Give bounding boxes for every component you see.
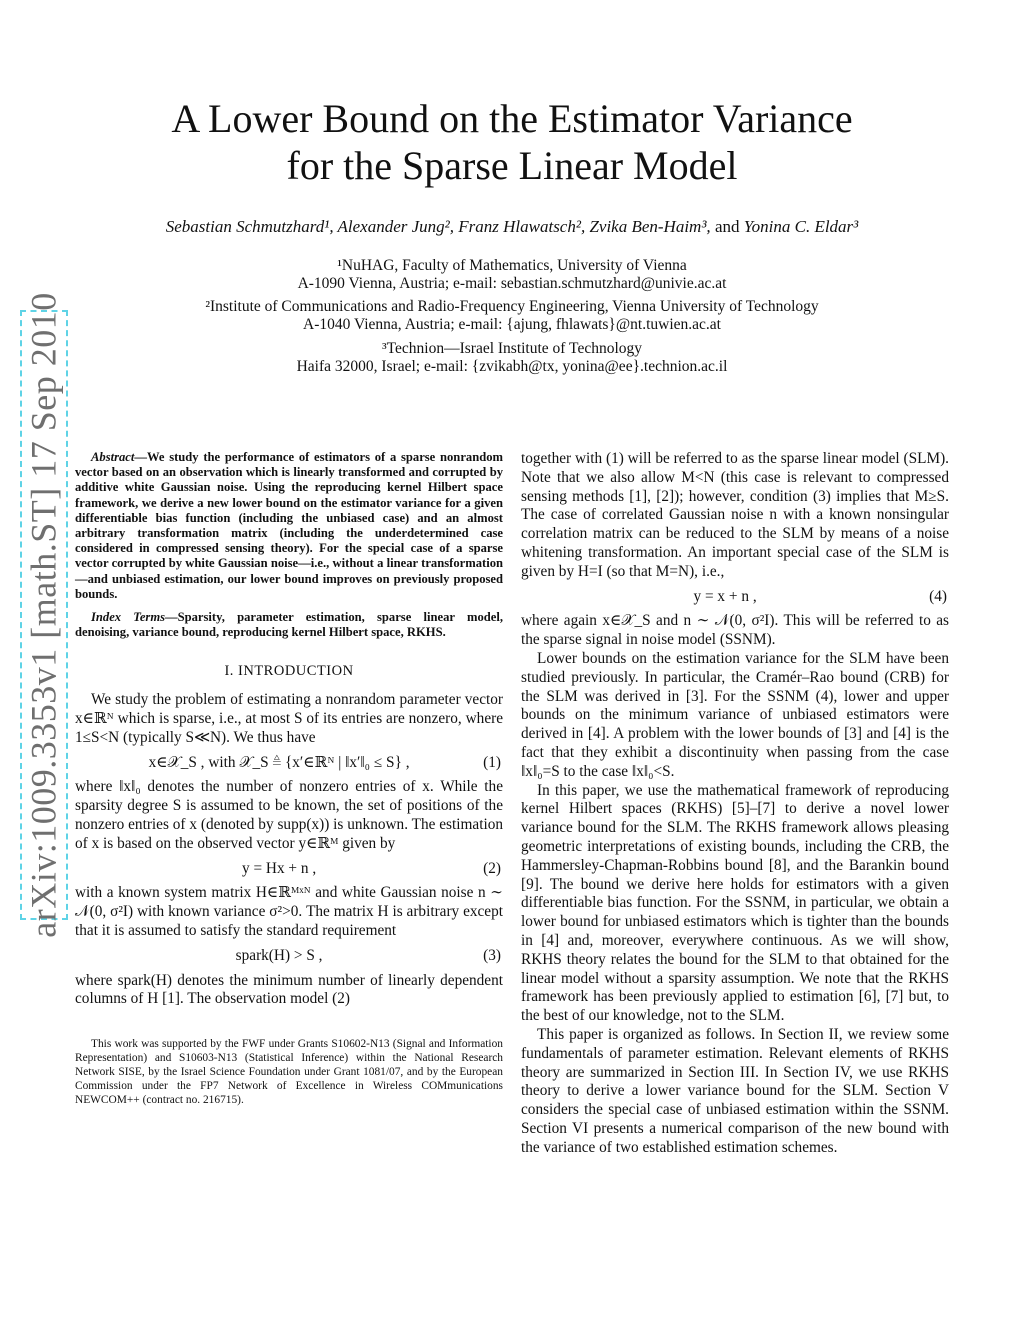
affiliation-2-line-2: A-1040 Vienna, Austria; e-mail: {ajung, fhlawats}@nt.tuwien.ac.at [303,316,721,333]
abstract [75,450,503,602]
right-paragraph-1: together with (1) will be referred to as the sparse linear model (SLM). Note that we also allow M<N (this case is relevant to compressed sensing methods [1], [2]); however, condition (3) implies that M≥S. The case of correlated Gaussian noise n with a known nonsingular correlation matrix can be reduced to the SLM by means of a noise whitening transformation. An important special case of the SLM is given by H=I (so that M=N), i.e., [521,450,949,580]
right-paragraph-2: where again x∈𝒳_S and n ∼ 𝒩(0, σ²I). This will be referred to as the sparse signal in noise model (SSNM). [521,612,949,649]
authors-main: Sebastian Schmutzhard¹, Alexander Jung², Franz Hlawatsch², Zvika Ben-Haim³, [165,217,711,236]
section-heading-introduction: I. INTRODUCTION [224,663,354,680]
equation-1 [75,754,503,773]
title-line-2: for the Sparse Linear Model [286,143,738,188]
index-terms [75,610,503,640]
authors-and: and [714,217,740,236]
left-column [75,450,503,1107]
right-paragraph-4: In this paper, we use the mathematical framework of reproducing kernel Hilbert spaces (RKHS) [5]–[7] to derive a novel lower variance bound for the SLM. The RKHS framework allows pleasing geometric interpretations of existing bounds, including the CRB, the Hammersley-Chapman-Robbins bound [8], and the Barankin bound [9]. The bound we derive here holds for estimators with a given differentiable bias function. For the SSNM, in particular, we obtain a lower bound for unbiased estimators which is tighter than the bounds in [4] and, moreover, everywhere continuous. As we will show, RKHS theory relates the bound for the SLM to that obtained for the linear model without a sparsity assumption. We note that the RKHS framework has been previously applied to estimation [6], [7] but, to the best of our knowledge, not to the SLM. [521,781,949,1025]
abstract-label: Abstract [91,450,135,464]
equation-1-body: x∈𝒳_S , with 𝒳_S ≜ {x′∈ℝᴺ | ‖x′‖₀ ≤ S} , [148,753,410,771]
right-paragraph-3: Lower bounds on the estimation variance for the SLM have been studied previously. In particular, the Cramér–Rao bound (CRB) for the SLM was derived in [3]. For the SSNM (4), lower and upper bounds on the minimum variance of unbiased estimators were derived in [4]. A problem with the lower bounds of [3] and [4] is the fact that they exhibit a discontinuity when passing from the case ‖x‖₀=S to the case ‖x‖₀<S. [521,649,949,780]
index-terms-text: —Sparsity, parameter estimation, sparse linear model, denoising, variance bound, reproducing kernel Hilbert space, RKHS. [75,610,503,640]
abstract-text: —We study the performance of estimators of a sparse nonrandom vector based on an observation which is linearly transformed and corrupted by additive white Gaussian noise. Using the reproducing kernel Hilbert space framework, we derive a new lower bound on the estimator variance for a given differentiable bias function (including the unbiased case) and an almost arbitrary transformation matrix (including the underdetermined case considered in compressed sensing theory). For the special case of a sparse vector corrupted by white Gaussian noise—i.e., without a linear transformation—and unbiased estimation, our lower bound improves on previously proposed bounds. [75,450,503,601]
authors-last: Yonina C. Eldar³ [743,217,859,236]
equation-1-number: (1) [483,753,501,771]
equation-4-number: (4) [929,587,947,605]
affiliation-3-line-1: ³Technion—Israel Institute of Technology [381,340,643,357]
intro-paragraph-1: We study the problem of estimating a nonrandom parameter vector x∈ℝᴺ which is sparse, i.e., at most S of its entries are nonzero, where 1≤S<N (typically S≪N). We thus have [75,691,503,746]
equation-3-number: (3) [483,946,501,964]
equation-4-body: y = x + n , [693,587,757,605]
funding-footnote: This work was supported by the FWF under Grants S10602-N13 (Signal and Information Representation) and S10603-N13 (Statistical Inference) within the National Research Network SISE, by the Israel Science Foundation under Grant 1081/07, and by the European Commission under the FP7 Network of Excellence in Wireless COMmunications NEWCOM++ (contract no. 216715). [75,1038,503,1107]
affiliation-2 [0,298,1024,334]
affiliation-1 [0,257,1024,293]
equation-2-number: (2) [483,859,501,877]
author-list [0,217,1024,237]
intro-paragraph-3: with a known system matrix H∈ℝᴹˣᴺ and white Gaussian noise n ∼ 𝒩(0, σ²I) with known variance σ²>0. The matrix H is arbitrary except that it is assumed to satisfy the standard requirement [75,884,503,939]
equation-3-body: spark(H) > S , [235,946,323,964]
index-terms-label: Index Terms [91,610,166,625]
title-line-1: A Lower Bound on the Estimator Variance [171,96,853,141]
affiliation-3-line-2: Haifa 32000, Israel; e-mail: {zvikabh@tx, yonina@ee}.technion.ac.il [296,358,728,375]
equation-3 [75,947,503,966]
equation-2 [75,860,503,879]
arxiv-id: arXiv:1009.3353v1 [math.ST] 17 Sep 2010 [24,292,65,938]
paper-title [0,95,1024,189]
affiliation-1-line-1: ¹NuHAG, Faculty of Mathematics, University of Vienna [337,257,687,274]
equation-4 [521,588,949,607]
affiliation-3 [0,340,1024,376]
arxiv-sidebar-stamp [20,292,68,938]
right-column [521,450,949,1157]
intro-paragraph-2: where ‖x‖₀ denotes the number of nonzero entries of x. While the sparsity degree S is assumed to be known, the set of positions of the nonzero entries of x (denoted by supp(x)) is unknown. The estimation of x is based on the observed vector y∈ℝᴹ given by [75,778,503,852]
affiliation-2-line-1: ²Institute of Communications and Radio-Frequency Engineering, Vienna University of Technology [205,298,819,315]
intro-paragraph-4: where spark(H) denotes the minimum number of linearly dependent columns of H [1]. The observation model (2) [75,971,503,1008]
right-paragraph-5: This paper is organized as follows. In Section II, we review some fundamentals of parameter estimation. Relevant elements of RKHS theory are summarized in Section III. In Section IV, we use RKHS theory to derive a lower variance bound for the SLM. Section V considers the special case of unbiased estimation within the SSNM. Section VI presents a numerical comparison of the new bound with the variance of two established estimation schemes. [521,1025,949,1156]
equation-2-body: y = Hx + n , [241,859,317,877]
affiliation-1-line-2: A-1090 Vienna, Austria; e-mail: sebastian.schmutzhard@univie.ac.at [297,275,727,292]
